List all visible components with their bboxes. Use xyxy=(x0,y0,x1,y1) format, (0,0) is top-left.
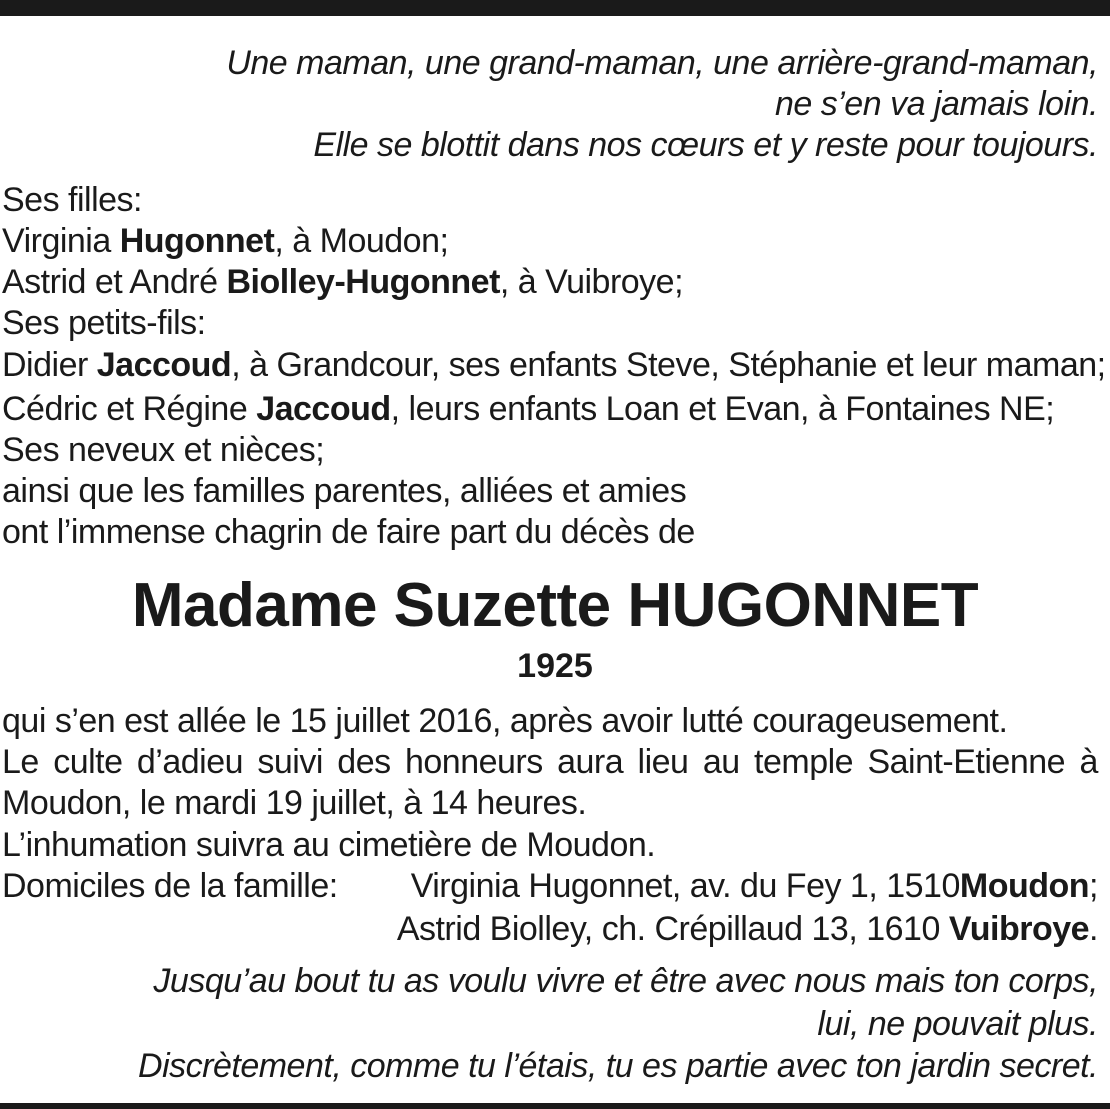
announcement-line: ont l’immense chagrin de faire part du décès de xyxy=(2,513,695,551)
deceased-name: Madame Suzette HUGONNET xyxy=(131,571,979,640)
grandson-2: Cédric et Régine Jaccoud, leurs enfants Loan et Evan, à Fontaines NE; xyxy=(2,390,1055,428)
daughter-2: Astrid et André Biolley-Hugonnet, à Vuibroye; xyxy=(2,263,684,301)
domicile-line-1: Domiciles de la famille: Virginia Hugonnet, av. du Fey 1, 1510Moudon; xyxy=(2,867,1098,905)
top-rule xyxy=(0,0,1110,16)
relatives-line: ainsi que les familles parentes, alliées et amies xyxy=(2,472,687,510)
birth-year: 1925 xyxy=(517,647,593,685)
poem-top-line-3: Elle se blottit dans nos cœurs et y reste pour toujours. xyxy=(313,126,1098,164)
nephews-line: Ses neveux et nièces; xyxy=(2,431,325,469)
daughters-heading: Ses filles: xyxy=(2,181,142,219)
daughter-1: Virginia Hugonnet, à Moudon; xyxy=(2,222,449,260)
grandsons-heading: Ses petits-fils: xyxy=(2,304,206,342)
grandson-1: Didier Jaccoud, à Grandcour, ses enfants Steve, Stéphanie et leur maman; xyxy=(2,346,1106,384)
poem-bottom-line-2: lui, ne pouvait plus. xyxy=(817,1005,1098,1043)
details-line-1: qui s’en est allée le 15 juillet 2016, après avoir lutté courageusement. xyxy=(2,702,1008,740)
poem-top-line-1: Une maman, une grand-maman, une arrière-grand-maman, xyxy=(226,44,1098,82)
details-line-3: Moudon, le mardi 19 juillet, à 14 heures. xyxy=(2,784,587,822)
details-line-4: L’inhumation suivra au cimetière de Moudon. xyxy=(2,826,656,864)
poem-top-line-2: ne s’en va jamais loin. xyxy=(774,85,1098,123)
poem-bottom-line-1: Jusqu’au bout tu as voulu vivre et être avec nous mais ton corps, xyxy=(153,962,1098,1000)
details-line-2: Le culte d’adieu suivi des honneurs aura lieu au temple Saint-Etienne à xyxy=(2,743,1098,781)
poem-bottom-line-3: Discrètement, comme tu l’étais, tu es partie avec ton jardin secret. xyxy=(138,1047,1098,1085)
domicile-line-2: Astrid Biolley, ch. Crépillaud 13, 1610 Vuibroye. xyxy=(396,910,1098,948)
bottom-rule xyxy=(0,1103,1110,1109)
